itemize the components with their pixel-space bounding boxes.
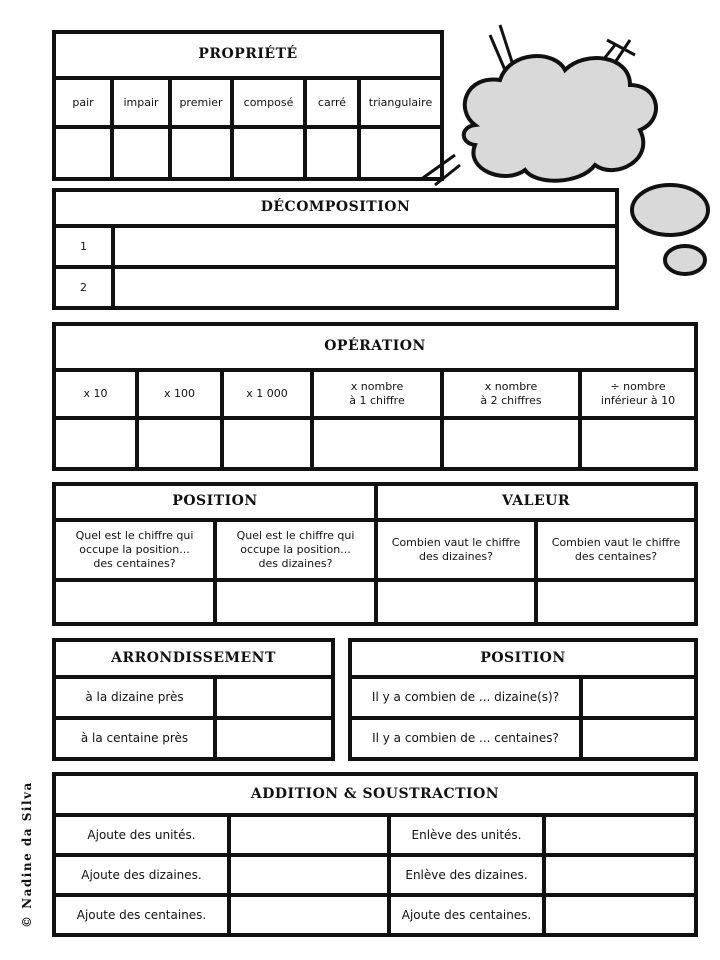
answer-cell[interactable] [580,418,696,469]
answer-cell[interactable] [54,580,215,624]
question-header: Quel est le chiffre qui occupe la position... des dizaines? [215,520,376,580]
arrondissement-table [52,638,335,761]
row-label: Ajoute des centaines. [389,895,544,935]
question-header: Combien vaut le chiffre des centaines? [536,520,696,580]
column-header: pair [54,78,112,127]
answer-cell[interactable] [54,127,112,179]
row-number: 1 [54,226,113,267]
row-label: Enlève des dizaines. [389,855,544,895]
answer-cell[interactable] [229,895,389,935]
row-label: Il y a combien de ... centaines? [350,718,581,759]
column-header: carré [305,78,359,127]
question-header: Quel est le chiffre qui occupe la position... des centaines? [54,520,215,580]
answer-cell[interactable] [215,718,333,759]
section-title: ARRONDISSEMENT [54,640,333,677]
row-label: Ajoute des unités. [54,815,229,855]
section-title: POSITION [350,640,696,677]
column-header: ÷ nombre inférieur à 10 [580,370,696,418]
answer-cell[interactable] [305,127,359,179]
answer-cell[interactable] [170,127,232,179]
answer-cell[interactable] [215,677,333,718]
answer-cell[interactable] [215,580,376,624]
column-header: impair [112,78,170,127]
section-title: OPÉRATION [54,324,696,370]
answer-cell[interactable] [229,815,389,855]
answer-cell[interactable] [312,418,442,469]
answer-cell[interactable] [442,418,580,469]
column-header: premier [170,78,232,127]
column-header: x nombre à 1 chiffre [312,370,442,418]
section-title: PROPRIÉTÉ [54,32,442,78]
section-title: ADDITION & SOUSTRACTION [54,774,696,815]
answer-cell[interactable] [229,855,389,895]
column-header: x nombre à 2 chiffres [442,370,580,418]
row-label: Ajoute des dizaines. [54,855,229,895]
answer-cell[interactable] [232,127,305,179]
row-label: Ajoute des centaines. [54,895,229,935]
position-valeur-table [52,482,698,626]
position2-table [348,638,698,761]
column-header: x 10 [54,370,137,418]
answer-cell[interactable] [54,418,137,469]
section-title: POSITION [54,484,376,520]
addition-soustraction-table [52,772,698,937]
row-label: Enlève des unités. [389,815,544,855]
section-title: DÉCOMPOSITION [54,190,617,226]
answer-cell[interactable] [544,855,696,895]
row-label: à la dizaine près [54,677,215,718]
answer-cell[interactable] [581,677,696,718]
thought-cloud-icon [415,15,715,285]
answer-cell[interactable] [544,895,696,935]
row-number: 2 [54,267,113,308]
row-label: à la centaine près [54,718,215,759]
copyright-text: © Nadine da Silva [20,781,34,928]
answer-cell[interactable] [536,580,696,624]
column-header: triangulaire [359,78,442,127]
column-header: x 1 000 [222,370,312,418]
question-header: Combien vaut le chiffre des dizaines? [376,520,536,580]
answer-cell[interactable] [581,718,696,759]
answer-cell[interactable] [544,815,696,855]
column-header: composé [232,78,305,127]
answer-cell[interactable] [376,580,536,624]
answer-cell[interactable] [112,127,170,179]
column-header: x 100 [137,370,222,418]
answer-cell[interactable] [137,418,222,469]
propriete-table [52,30,444,181]
operation-table [52,322,698,471]
answer-cell[interactable] [222,418,312,469]
section-title: VALEUR [376,484,696,520]
row-label: Il y a combien de ... dizaine(s)? [350,677,581,718]
